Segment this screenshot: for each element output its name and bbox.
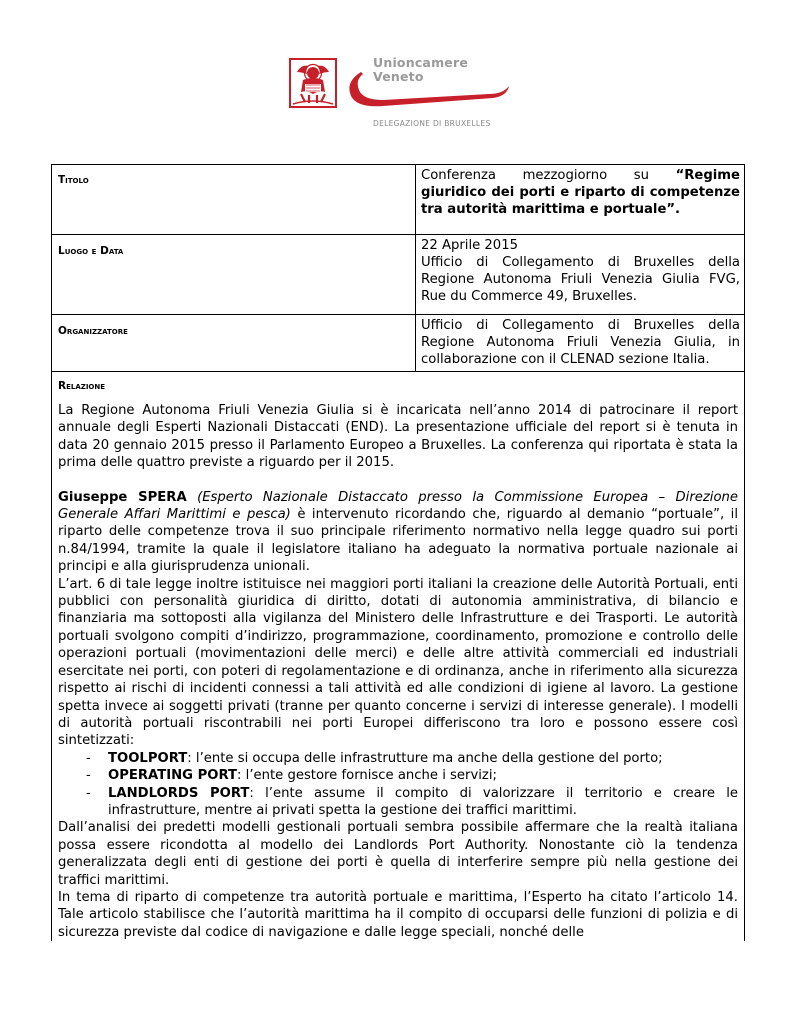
titolo-value-cell — [416, 165, 745, 235]
luogo-label-cell — [52, 235, 416, 315]
table-row-titolo — [52, 165, 745, 235]
relazione-cell — [52, 372, 745, 942]
organizzatore-label-cell — [52, 315, 416, 372]
bullet-dash: - — [86, 768, 91, 784]
titolo-label-cell — [52, 165, 416, 235]
speaker-name: Giuseppe SPERA — [58, 489, 187, 505]
relazione-heading: Relazione — [58, 380, 106, 392]
bullet-term: OPERATING PORT — [108, 768, 238, 784]
luogo-place: Ufficio di Collegamento di Bruxelles della Regione Autonoma Friuli Venezia Giulia FVG, Rue du Commerce 49, Bruxelles. — [421, 255, 740, 304]
delegation-label: DELEGAZIONE DI BRUXELLES — [373, 119, 491, 128]
titolo-label: Titolo — [58, 174, 89, 186]
bullet-text: : l’ente assume il compito di valorizzare il territorio e creare le infrastrutture, mentre ai privati spetta la gestione dei traffici marittimi. — [108, 785, 738, 818]
letterhead — [285, 52, 525, 132]
speaker-text: è intervenuto ricordando che, riguardo al demanio “portuale”, il riparto delle competenze trova il suo principale riferimento normativo nella legge quadro sui porti n.84/1994, tramite la quale il legislatore italiano ha adeguato la normativa portuale nazionale ai principi e alla giurisprudenza unionali. — [58, 507, 738, 575]
list-item — [86, 750, 738, 767]
table-row-relazione — [52, 372, 745, 942]
table-row-luogo — [52, 235, 745, 315]
art14-paragraph: In tema di riparto di competenze tra autorità portuale e marittima, l’Esperto ha citato l’articolo 14. Tale articolo stabilisce che l’autorità marittima ha il compito di occuparsi delle funzioni di polizia e di sicurezza previste dal codice di navigazione e dalle legge speciali, nonché delle — [58, 889, 738, 940]
info-table — [51, 164, 745, 941]
list-item — [86, 767, 738, 784]
luogo-value-cell — [416, 235, 745, 315]
table-row-organizzatore — [52, 315, 745, 372]
luogo-label: Luogo e Data — [58, 245, 124, 257]
port-models-list — [58, 750, 738, 820]
organizzatore-value-cell — [416, 315, 745, 372]
bullet-text: : l’ente si occupa delle infrastrutture ma anche della gestione del porto; — [187, 750, 663, 766]
bullet-dash: - — [86, 750, 91, 766]
luogo-value — [416, 235, 744, 307]
art6-paragraph: L’art. 6 di tale legge inoltre istituisce nei maggiori porti italiani la creazione delle Autorità Portuali, enti pubblici con personalità giuridica di diritto, dotati di autonomia amministrativa, di bilancio e finanziaria ma sottoposti alla vigilanza del Ministero delle Infrastrutture e dei Trasporti. Le autorità portuali svolgono compiti d’indirizzo, programmazione, coordinamento, promozione e controllo delle operazioni portuali (movimentazioni delle merci) e delle altre attività commerciali ed industriali esercitate nei porti, con poteri di regolamentazione e di ordinanza, anche in riferimento alla sicurezza rispetto ai rischi di incidenti connessi a tali attività ed alle condizioni di igiene al lavoro. La gestione spetta invece ai soggetti privati (tranne per quanto concerne i servizi di interesse generale). I modelli di autorità portuali riscontrabili nei porti Europei differiscono tra loro e possono essere così sintetizzati: — [58, 576, 738, 749]
titolo-value-bold: “Regime giuridico dei porti e riparto di competenze tra autorità marittima e portuale”. — [421, 168, 740, 217]
bullet-term: TOOLPORT — [108, 750, 188, 766]
speaker-paragraph — [58, 489, 738, 576]
speaker-role: (Esperto Nazionale Distaccato presso la Commissione Europea – Direzione Generale Affari Marittimi e pesca) — [58, 489, 739, 523]
organizzatore-value: Ufficio di Collegamento di Bruxelles della Regione Autonoma Friuli Venezia Giulia, in collaborazione con il CLENAD sezione Italia. — [421, 318, 740, 367]
lion-of-st-mark-icon — [289, 58, 337, 108]
bullet-dash: - — [86, 785, 91, 801]
bullet-term: LANDLORDS PORT — [108, 785, 250, 801]
analisi-paragraph: Dall’analisi dei predetti modelli gestionali portuali sembra possibile affermare che la realtà italiana possa essere ricondotta al modello dei Landlords Port Authority. Nonostante ciò la tendenza generalizzata degli enti di gestione dei porti è quella di interferire sempre più nella gestione dei traffici marittimi. — [58, 820, 738, 888]
titolo-value-prefix: Conferenza mezzogiorno su — [421, 168, 676, 183]
luogo-date: 22 Aprile 2015 — [421, 238, 518, 253]
list-item — [86, 785, 738, 820]
brand-name: Unioncamere Veneto — [373, 55, 469, 84]
organizzatore-label: Organizzatore — [58, 325, 128, 337]
titolo-value — [416, 165, 744, 220]
relazione-intro: La Regione Autonoma Friuli Venezia Giulia si è incaricata nell’anno 2014 di patrocinare il report annuale degli Esperti Nazionali Distaccati (END). La presentazione ufficiale del report si è tenuta in data 20 gennaio 2015 presso il Parlamento Europeo a Bruxelles. La conferenza qui riportata è stata la prima delle quattro previste a riguardo per il 2015. — [58, 403, 738, 471]
paragraph-spacer — [58, 472, 738, 489]
bullet-text: : l’ente gestore fornisce anche i servizi; — [237, 768, 497, 784]
